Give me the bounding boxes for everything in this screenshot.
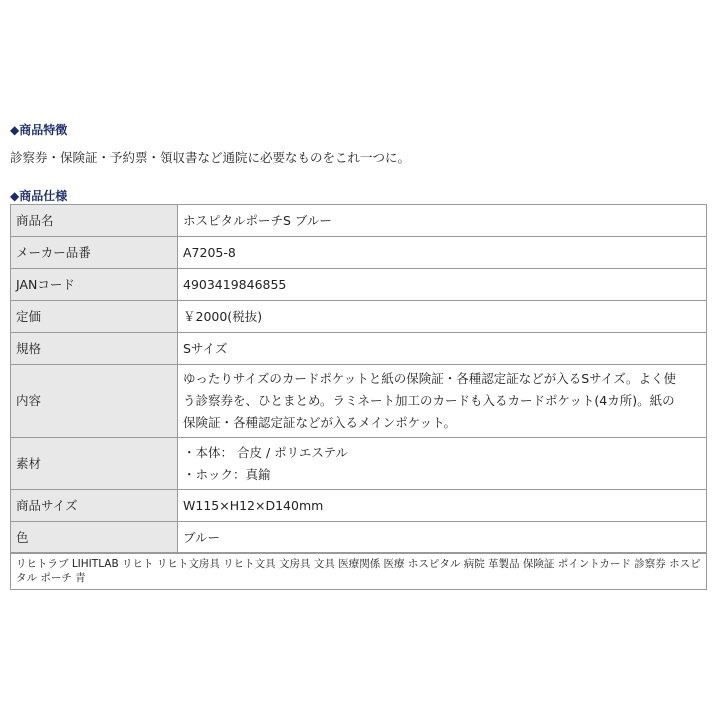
material-line: ・本体： 合皮 / ポリエステル [183,444,349,460]
table-row [11,490,707,522]
features-description: 診察券・保険証・予約票・領収書など通院に必要なものをこれ一つに。 [10,150,411,165]
spec-label-size: 商品サイズ [11,490,178,522]
contents-line: う診察券を、ひとまとめ。ラミネート加工のカードも入るカードポケット(4カ所)。紙の [183,393,675,408]
spec-value-size: W115×H12×D140mm [178,490,707,522]
spec-label-jan-code: JANコード [11,269,178,301]
spec-label-product-name: 商品名 [11,205,178,237]
spec-value-maker-number: A7205-8 [178,237,707,269]
table-row [11,269,707,301]
features-heading: ◆商品特徴 [10,123,68,137]
table-row [11,438,707,490]
spec-label-price: 定価 [11,301,178,333]
table-row [11,333,707,365]
contents-line: 保険証・各種認定証などが入るメインポケット。 [183,415,457,430]
material-line: ・ホック：真鍮 [183,466,271,482]
spec-value-standard: Sサイズ [178,333,707,365]
contents-line: ゆったりサイズのカードポケットと紙の保険証・各種認定証などが入るSサイズ。よく使 [183,371,677,386]
keywords-box: リヒトラブ LIHITLAB リヒト リヒト文房具 リヒト文具 文房具 文具 医療関係 医療 ホスピタル 病院 革製品 保険証 ポイントカード 診察券 ホスピタル ポーチ 青 [10,552,707,590]
spec-value-color: ブルー [178,522,707,554]
specs-heading: ◆商品仕様 [10,189,68,203]
spec-label-material: 素材 [11,438,178,490]
spec-label-maker-number: メーカー品番 [11,237,178,269]
spec-label-color: 色 [11,522,178,554]
spec-label-standard: 規格 [11,333,178,365]
spec-value-contents [178,365,707,438]
spec-table [10,204,707,554]
spec-value-jan-code: 4903419846855 [178,269,707,301]
spec-value-price: ￥2000(税抜) [178,301,707,333]
table-row [11,205,707,237]
table-row [11,365,707,438]
table-row [11,237,707,269]
spec-label-contents: 内容 [11,365,178,438]
table-row [11,522,707,554]
spec-value-material [178,438,707,490]
spec-value-product-name: ホスピタルポーチS ブルー [178,205,707,237]
table-row [11,301,707,333]
